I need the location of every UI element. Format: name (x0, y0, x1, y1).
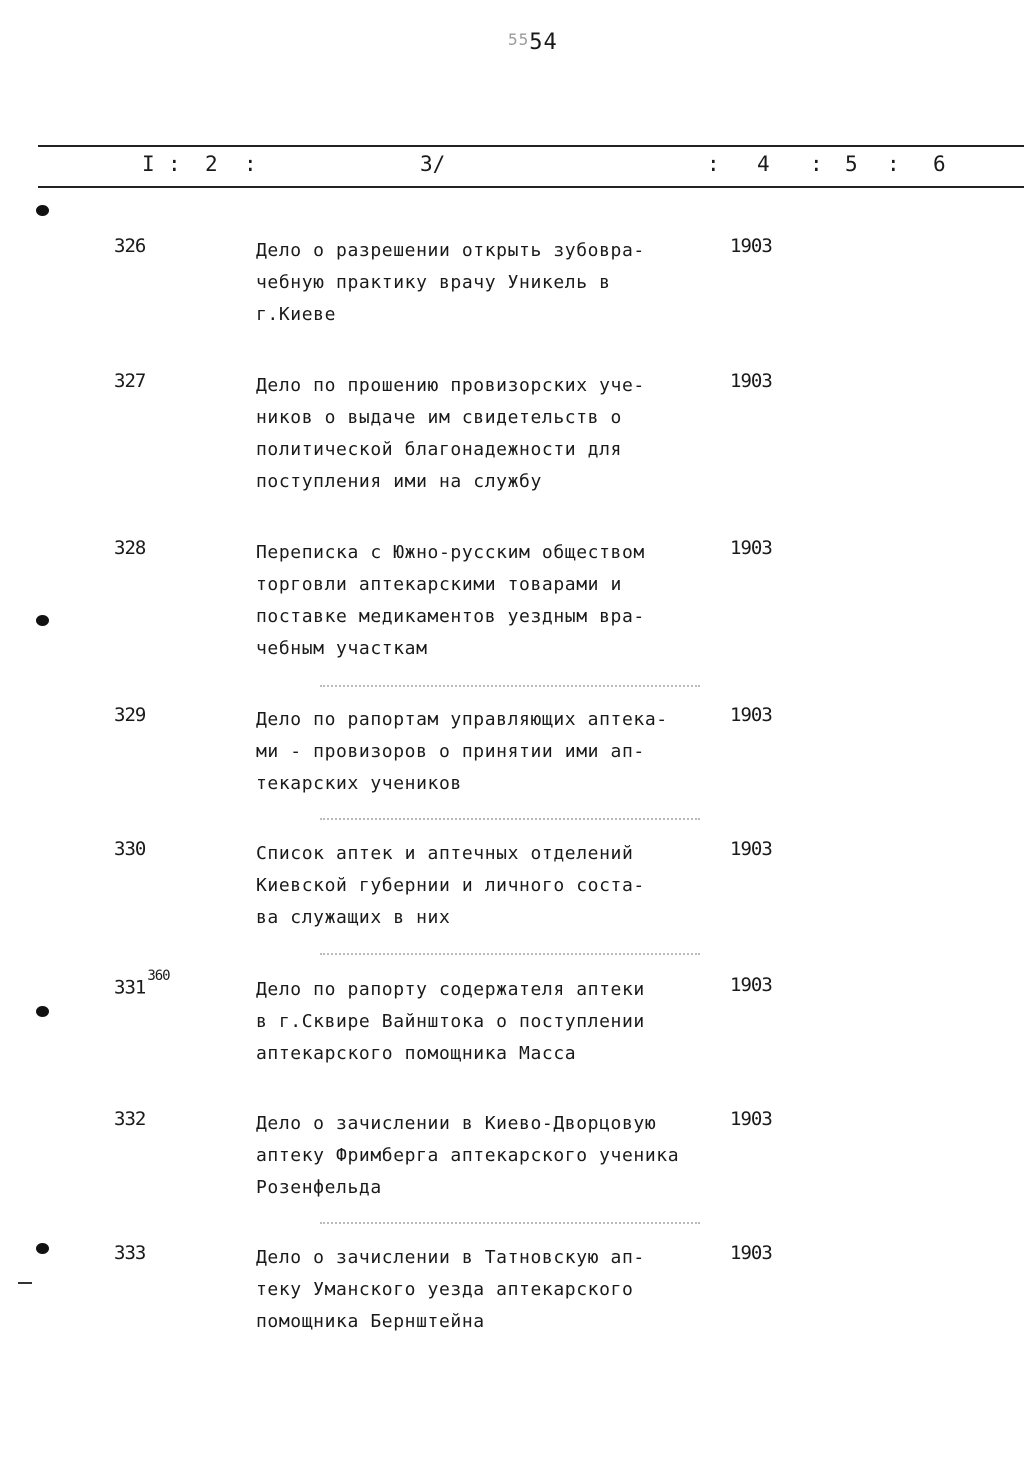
entry-number (114, 968, 170, 999)
description-line: Дело о зачислении в Татновскую ап- (256, 1247, 645, 1268)
description-line: Список аптек и аптечных отделений (256, 843, 634, 864)
description-line: текарских учеников (256, 773, 462, 794)
description-line: аптекарского помощника Масса (256, 1043, 577, 1064)
punch-hole-mark (36, 615, 49, 626)
handwritten-annotation: 360 (147, 968, 170, 984)
margin-mark (18, 1282, 32, 1284)
punch-hole-mark (36, 205, 49, 216)
page-number-current: 54 (529, 30, 558, 55)
entry-number: 328 (114, 537, 146, 559)
page-number (508, 30, 558, 55)
entry-number: 329 (114, 704, 146, 726)
description-line: чебным участкам (256, 638, 428, 659)
entry-year: 1903 (730, 704, 772, 726)
description-line: Переписка с Южно-русским обществом (256, 542, 645, 563)
entry-year: 1903 (730, 235, 772, 257)
entry-number-value: 331 (114, 976, 146, 999)
dotted-separator (320, 953, 700, 956)
page-number-old: 55 (508, 30, 530, 49)
description-line: торговли аптекарскими товарами и (256, 574, 622, 595)
entry-description (256, 537, 736, 665)
description-line: ва служащих в них (256, 907, 451, 928)
entry-year: 1903 (730, 370, 772, 392)
punch-hole-mark (36, 1243, 49, 1254)
description-line: чебную практику врачу Уникель в (256, 272, 611, 293)
description-line: поставке медикаментов уездным вра- (256, 606, 645, 627)
entry-number: 327 (114, 370, 146, 392)
header-separator: : (168, 152, 181, 176)
dotted-separator (320, 685, 700, 688)
entry-description (256, 370, 736, 498)
header-bottom-rule (38, 186, 1024, 188)
description-line: аптеку Фримберга аптекарского ученика (256, 1145, 680, 1166)
description-line: г.Киеве (256, 304, 337, 325)
entry-number: 330 (114, 838, 146, 860)
header-separator: : (887, 152, 900, 176)
description-line: теку Уманского уезда аптекарского (256, 1279, 634, 1300)
description-line: Дело о зачислении в Киево-Дворцовую (256, 1113, 657, 1134)
header-col-5: 5 (845, 152, 858, 176)
entry-number: 333 (114, 1242, 146, 1264)
header-col-6: 6 (933, 152, 946, 176)
entry-description (256, 1242, 736, 1338)
header-separator: : (810, 152, 823, 176)
description-line: ми - провизоров о принятии ими ап- (256, 741, 645, 762)
entry-description (256, 974, 736, 1070)
description-line: Розенфельда (256, 1177, 382, 1198)
description-line: помощника Бернштейна (256, 1311, 485, 1332)
entry-description (256, 1108, 736, 1204)
table-header (0, 148, 1024, 184)
header-col-2: 2 (205, 152, 218, 176)
entry-year: 1903 (730, 537, 772, 559)
header-col-1: I (142, 152, 155, 176)
entry-year: 1903 (730, 838, 772, 860)
description-line: Дело по рапортам управляющих аптека- (256, 709, 668, 730)
description-line: Дело по прошению провизорских уче- (256, 375, 645, 396)
entry-year: 1903 (730, 1108, 772, 1130)
description-line: поступления ими на службу (256, 471, 542, 492)
entry-description (256, 838, 736, 934)
punch-hole-mark (36, 1006, 49, 1017)
description-line: Дело по рапорту содержателя аптеки (256, 979, 645, 1000)
entry-number: 326 (114, 235, 146, 257)
entry-number: 332 (114, 1108, 146, 1130)
entry-year: 1903 (730, 974, 772, 996)
description-line: в г.Сквире Вайнштока о поступлении (256, 1011, 645, 1032)
entry-description (256, 235, 736, 331)
header-col-3: 3/ (420, 152, 446, 176)
entry-year: 1903 (730, 1242, 772, 1264)
description-line: политической благонадежности для (256, 439, 622, 460)
description-line: Киевской губернии и личного соста- (256, 875, 645, 896)
dotted-separator (320, 818, 700, 821)
header-top-rule (38, 145, 1024, 147)
description-line: ников о выдаче им свидетельств о (256, 407, 622, 428)
description-line: Дело о разрешении открыть зубовра- (256, 240, 645, 261)
entry-description (256, 704, 736, 800)
header-separator: : (707, 152, 720, 176)
header-col-4: 4 (757, 152, 770, 176)
dotted-separator (320, 1222, 700, 1225)
header-separator: : (244, 152, 257, 176)
